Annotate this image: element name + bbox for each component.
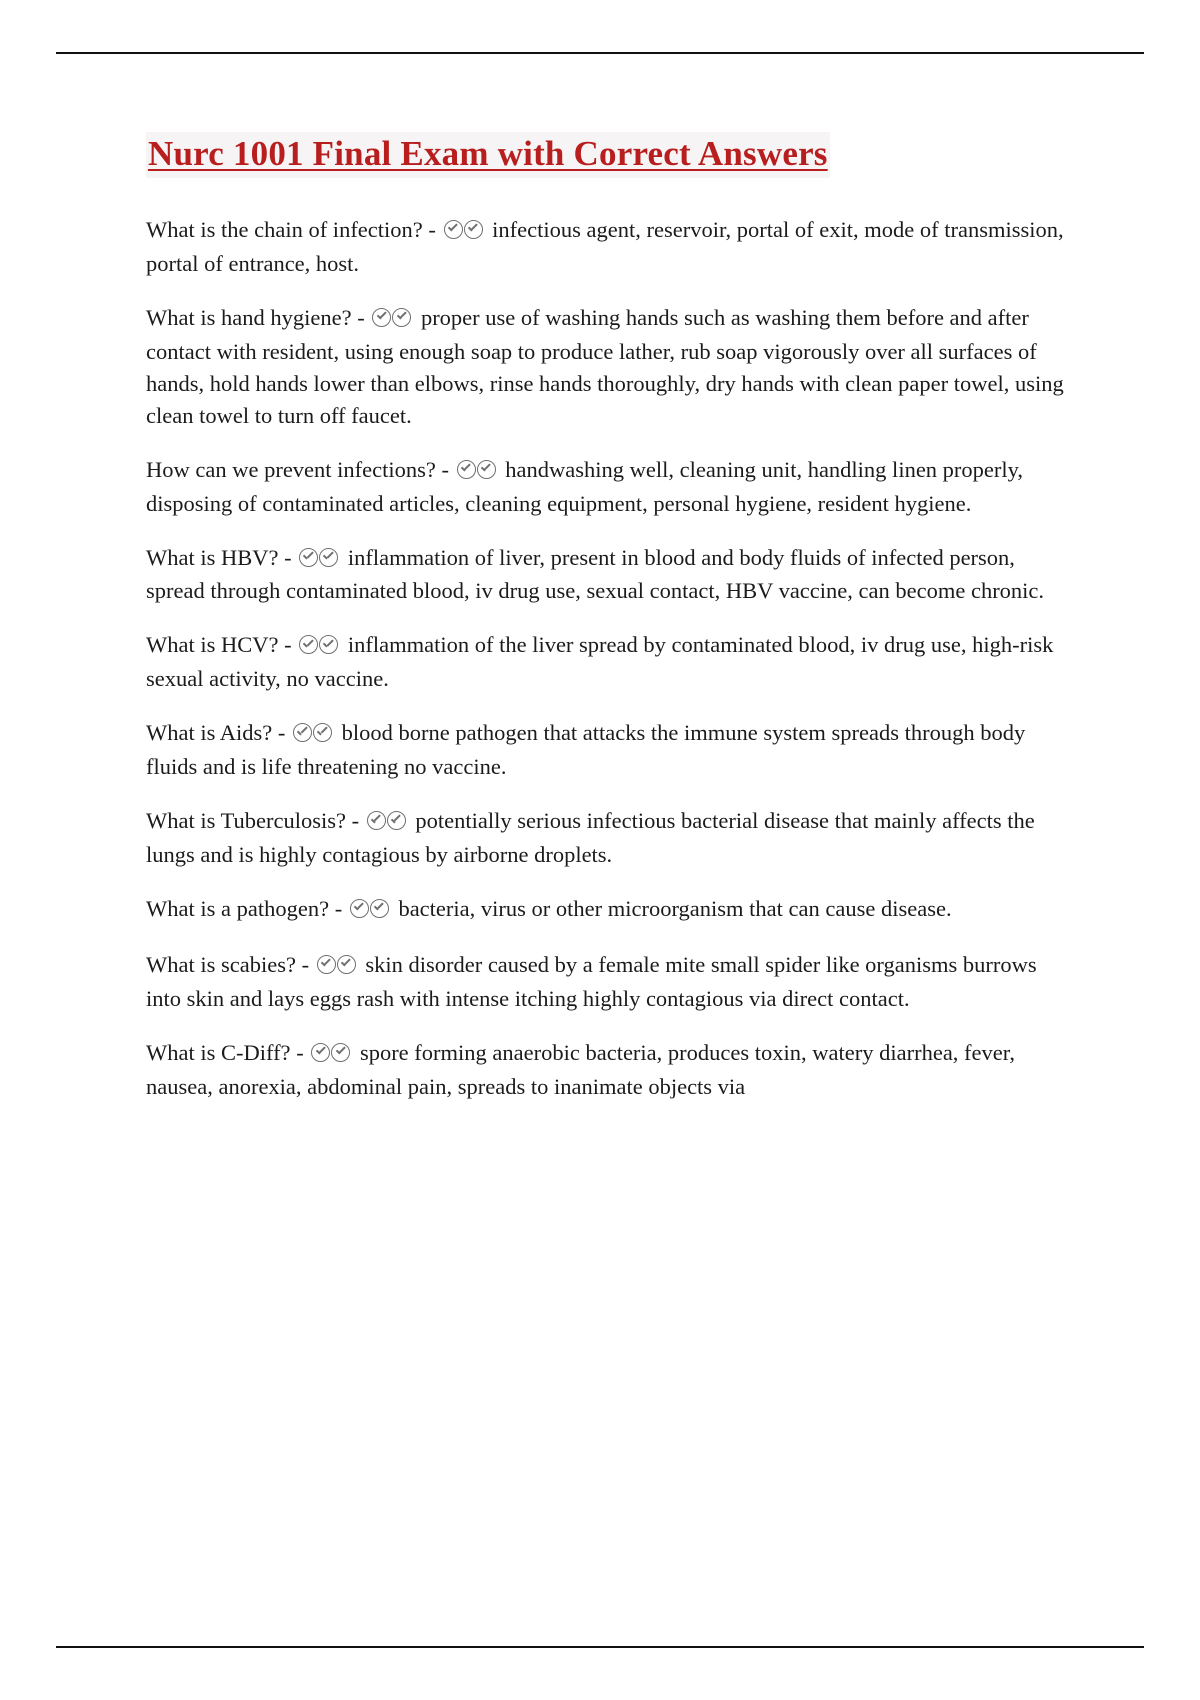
separator: -	[351, 808, 360, 834]
answer-text: inflammation of the liver spread by contaminated blood, iv drug use, high-risk sexual activity, no vaccine.	[146, 632, 1054, 692]
footer-rule	[56, 1646, 1144, 1648]
answer-text: potentially serious infectious bacterial disease that mainly affects the lungs and is highly contagious by airborne droplets.	[146, 808, 1035, 868]
qa-item	[146, 454, 1074, 520]
qa-item	[146, 542, 1074, 608]
answer-text: infectious agent, reservoir, portal of exit, mode of transmission, portal of entrance, host.	[146, 217, 1064, 276]
question-text: What is C-Diff?	[146, 1039, 291, 1065]
separator: -	[296, 1039, 304, 1065]
answer-text: skin disorder caused by a female mite small spider like organisms burrows into skin and lays eggs rash with intense itching highly contagious via direct contact.	[146, 951, 1037, 1011]
qa-item	[146, 1037, 1074, 1103]
check-circle-icon	[299, 544, 339, 576]
answer-text: handwashing well, cleaning unit, handling linen properly, disposing of contaminated articles, cleaning equipment, personal hygiene, resident hygiene.	[146, 456, 1024, 516]
check-circle-icon	[457, 456, 497, 488]
check-circle-icon	[311, 1039, 351, 1071]
answer-text: spore forming anaerobic bacteria, produces toxin, watery diarrhea, fever, nausea, anorexia, abdominal pain, spreads to inanimate objects via	[146, 1039, 1015, 1099]
separator: -	[357, 304, 365, 330]
check-circle-icon	[444, 216, 484, 248]
question-text: What is the chain of infection?	[146, 217, 423, 242]
answer-text: inflammation of liver, present in blood and body fluids of infected person, spread through contaminated blood, iv drug use, sexual contact, HBV vaccine, can become chronic.	[146, 544, 1045, 604]
question-text: How can we prevent infections?	[146, 456, 436, 482]
check-circle-icon	[372, 304, 412, 336]
answer-text: bacteria, virus or other microorganism that can cause disease.	[398, 896, 952, 921]
check-circle-icon	[350, 895, 390, 927]
document-content	[146, 132, 1074, 1125]
qa-item	[146, 717, 1074, 783]
separator: -	[428, 217, 436, 242]
question-text: What is hand hygiene?	[146, 304, 352, 330]
separator: -	[334, 896, 343, 921]
header-rule	[56, 52, 1144, 54]
question-text: What is Tuberculosis?	[146, 808, 346, 834]
qa-item	[146, 893, 1074, 927]
question-text: What is HBV?	[146, 544, 279, 570]
separator: -	[277, 720, 286, 746]
qa-item	[146, 629, 1074, 695]
question-text: What is scabies?	[146, 951, 296, 977]
separator: -	[301, 951, 310, 977]
separator: -	[284, 544, 292, 570]
qa-item	[146, 302, 1074, 432]
question-text: What is HCV?	[146, 632, 279, 658]
qa-item	[146, 949, 1074, 1015]
question-text: What is Aids?	[146, 720, 273, 746]
separator: -	[284, 632, 292, 658]
check-circle-icon	[367, 807, 407, 839]
qa-item	[146, 805, 1074, 871]
separator: -	[441, 456, 450, 482]
qa-item	[146, 214, 1074, 280]
answer-text: blood borne pathogen that attacks the immune system spreads through body fluids and is life threatening no vaccine.	[146, 720, 1026, 780]
check-circle-icon	[299, 631, 339, 663]
page-title: Nurc 1001 Final Exam with Correct Answers	[146, 132, 830, 178]
question-text: What is a pathogen?	[146, 896, 330, 921]
check-circle-icon	[293, 719, 333, 751]
check-circle-icon	[317, 951, 357, 983]
answer-text: proper use of washing hands such as washing them before and after contact with resident, using enough soap to produce lather, rub soap vigorously over all surfaces of hands, hold hands lower than elbows, rinse hands thoroughly, dry hands with clean paper towel, using clean towel to turn off faucet.	[146, 304, 1064, 428]
